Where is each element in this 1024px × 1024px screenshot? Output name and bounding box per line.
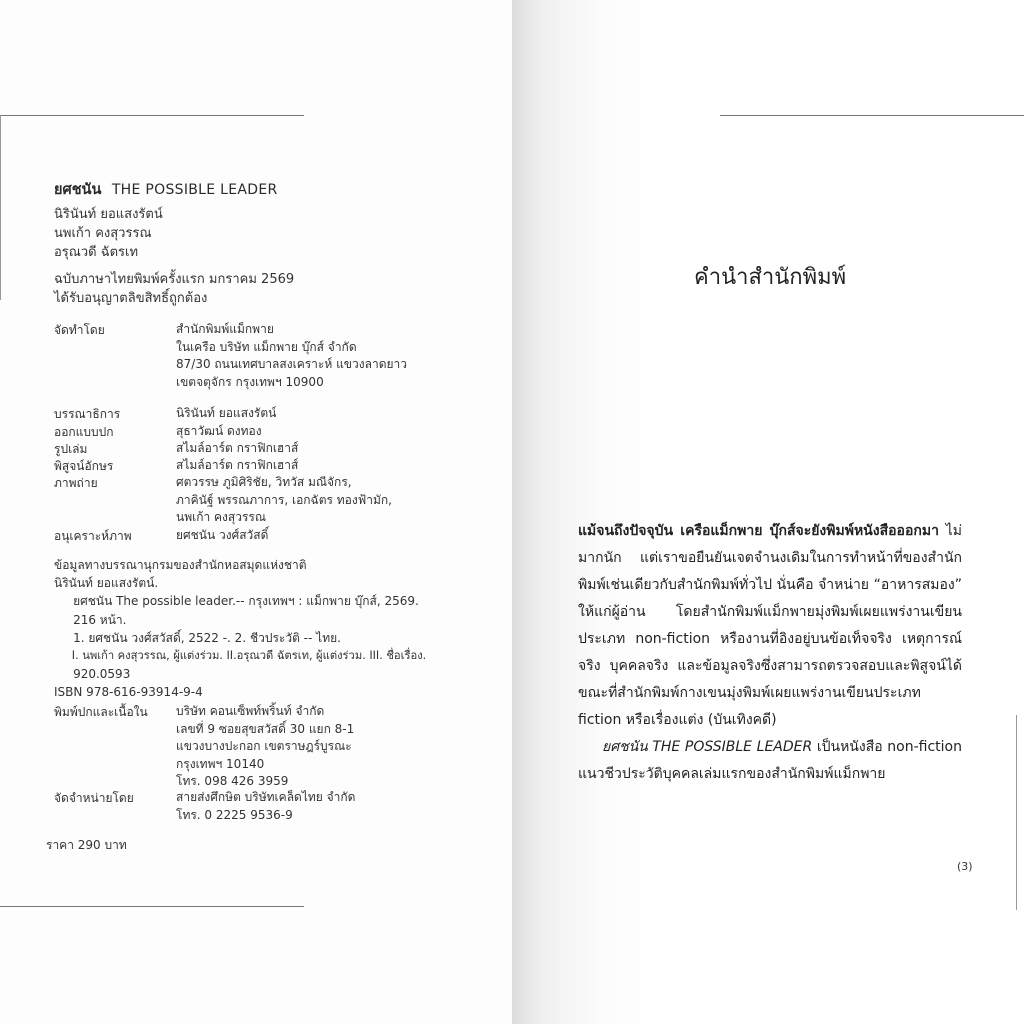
credit-label-courtesy: อนุเคราะห์ภาพ xyxy=(54,529,132,543)
isbn: ISBN 978-616-93914-9-4 xyxy=(54,685,203,700)
paragraph-2 xyxy=(578,734,962,788)
credit-value-layout xyxy=(176,440,298,458)
credit-label-photo: ภาพถ่าย xyxy=(54,476,98,490)
printer-label: พิมพ์ปกและเนื้อใน xyxy=(54,705,148,719)
printer-details xyxy=(176,703,354,791)
credit-label-proof: พิสูจน์อักษร xyxy=(54,459,114,473)
price: ราคา 290 บาท xyxy=(46,838,127,852)
book-title-english: THE POSSIBLE LEADER xyxy=(111,182,278,198)
credit-value-courtesy xyxy=(176,527,268,545)
credit-label-cover: ออกแบบปก xyxy=(54,425,114,439)
cataloging-line: ยศชนัน The possible leader.-- กรุงเทพฯ : แม็กพาย บุ๊กส์, 2569. xyxy=(54,594,419,609)
cataloging-line: 216 หน้า. xyxy=(54,612,127,627)
left-edge-rule xyxy=(0,115,1,300)
printer-line: เลขที่ 9 ซอยสุขสวัสดิ์ 30 แยก 8-1 xyxy=(176,721,355,736)
publisher-line: สำนักพิมพ์แม็กพาย xyxy=(176,322,274,336)
credit-label-layout: รูปเล่ม xyxy=(54,442,88,456)
credit-value-editor xyxy=(176,405,276,423)
credit-value-proof xyxy=(176,457,298,475)
right-page xyxy=(512,0,1024,1024)
printer-line: โทร. 098 426 3959 xyxy=(176,774,289,789)
cataloging-line: 1. ยศชนัน วงศ์สวัสดิ์, 2522 -. 2. ชีวประวัติ -- ไทย. xyxy=(54,630,341,645)
foreword-body xyxy=(578,518,962,788)
book-title xyxy=(54,178,278,201)
author-name: นพเก้า คงสุวรรณ xyxy=(54,226,152,241)
credit-value-photo xyxy=(176,474,392,527)
publisher-line: 87/30 ถนนเทศบาลสงเคราะห์ แขวงลาดยาว xyxy=(176,357,407,372)
distributor-line: สายส่งศึกษิต บริษัทเคล็ดไทย จำกัด xyxy=(176,790,356,804)
edition-info xyxy=(54,270,294,308)
distributor-line: โทร. 0 2225 9536-9 xyxy=(176,807,293,822)
page-heading: คำนำสำนักพิมพ์ xyxy=(694,265,847,290)
printer-line: บริษัท คอนเซ็พท์พริ้นท์ จำกัด xyxy=(176,704,325,718)
cataloging-line: I. นพเก้า คงสุวรรณ, ผู้แต่งร่วม. II.อรุณวดี ฉัตรเท, ผู้แต่งร่วม. III. ชื่อเรื่อง. xyxy=(54,649,427,663)
cataloging-data xyxy=(54,556,426,702)
rights-line: ได้รับอนุญาตลิขสิทธิ์ถูกต้อง xyxy=(54,291,208,306)
publisher-details xyxy=(176,321,407,391)
credit-line: สไมล์อาร์ต กราฟิกเฮาส์ xyxy=(176,441,299,455)
publisher-label: จัดทำโดย xyxy=(54,323,105,337)
credit-line: สุธาวัฒน์ ดงทอง xyxy=(176,424,262,438)
right-top-rule xyxy=(720,115,1024,116)
credit-line: นิรินันท์ ยอแสงรัตน์ xyxy=(176,406,277,420)
paragraph-1-lead: แม้จนถึงปัจจุบัน เครือแม็กพาย บุ๊กส์จะยังพิมพ์หนังสือออกมา xyxy=(578,523,939,539)
paragraph-1-text: ไม่มากนัก แต่เราขอยืนยันเจตจำนงเดิมในการทำหน้าที่ของสำนักพิมพ์เช่นเดียวกับสำนักพิมพ์ทั่วไป นั่นคือ จำหน่าย “อาหารสมอง” ให้แก่ผู้อ่าน โดยสำนักพิมพ์แม็กพายมุ่งพิมพ์เผยแพร่งานเขียนประเภท non-fiction หรืองานที่อิงอยู่บนข้อเท็จจริง เหตุการณ์จริง บุคคลจริง และข้อมูลจริงซึ่งสามารถตรวจสอบและพิสูจน์ได้ ขณะที่สำนักพิมพ์กางเขนมุ่งพิมพ์เผยแพร่งานเขียนประเภท fiction หรือเรื่องแต่ง (บันเทิงคดี) xyxy=(578,523,963,728)
left-top-rule xyxy=(0,115,304,116)
cataloging-line: 920.0593 xyxy=(54,667,131,682)
paragraph-1 xyxy=(578,518,962,734)
credit-line: นพเก้า คงสุวรรณ xyxy=(176,510,267,525)
credit-line: ภาคินัฐ์ พรรณภาการ, เอกฉัตร ทองฟ้ามัก, xyxy=(176,492,392,507)
printer-line: กรุงเทพฯ 10140 xyxy=(176,756,265,771)
distributor-details xyxy=(176,789,355,824)
credit-line: ศตวรรษ ภูมิศิริชัย, วิทวัส มณีจักร, xyxy=(176,475,352,489)
edition-line: ฉบับภาษาไทยพิมพ์ครั้งแรก มกราคม 2569 xyxy=(54,272,295,287)
right-edge-rule xyxy=(1016,715,1017,910)
left-bottom-rule xyxy=(0,906,304,907)
page-number: (3) xyxy=(957,860,973,873)
credit-line: ยศชนัน วงศ์สวัสดิ์ xyxy=(176,528,269,542)
cataloging-line: นิรินันท์ ยอแสงรัตน์. xyxy=(54,576,159,591)
author-name: นิรินันท์ ยอแสงรัตน์ xyxy=(54,207,163,222)
credit-label-editor: บรรณาธิการ xyxy=(54,407,121,421)
paragraph-2-book-title: ยศชนัน THE POSSIBLE LEADER xyxy=(602,739,813,755)
credit-value-cover xyxy=(176,423,262,441)
printer-line: แขวงบางปะกอก เขตราษฎร์บูรณะ xyxy=(176,739,352,754)
book-title-thai: ยศชนัน xyxy=(54,182,102,198)
author-list xyxy=(54,205,163,262)
distributor-label: จัดจำหน่ายโดย xyxy=(54,791,134,805)
author-name: อรุณวดี ฉัตรเท xyxy=(54,245,139,260)
publisher-line: เขตจตุจักร กรุงเทพฯ 10900 xyxy=(176,374,324,389)
credit-line: สไมล์อาร์ต กราฟิกเฮาส์ xyxy=(176,458,299,472)
publisher-line: ในเครือ บริษัท แม็กพาย บุ๊กส์ จำกัด xyxy=(176,339,357,354)
cataloging-line: ข้อมูลทางบรรณานุกรมของสำนักหอสมุดแห่งชาติ xyxy=(54,558,307,572)
paragraph-2-text: เป็นหนังสือ non-fiction แนวชีวประวัติบุคคลเล่มแรกของสำนักพิมพ์แม็กพาย xyxy=(578,739,962,782)
